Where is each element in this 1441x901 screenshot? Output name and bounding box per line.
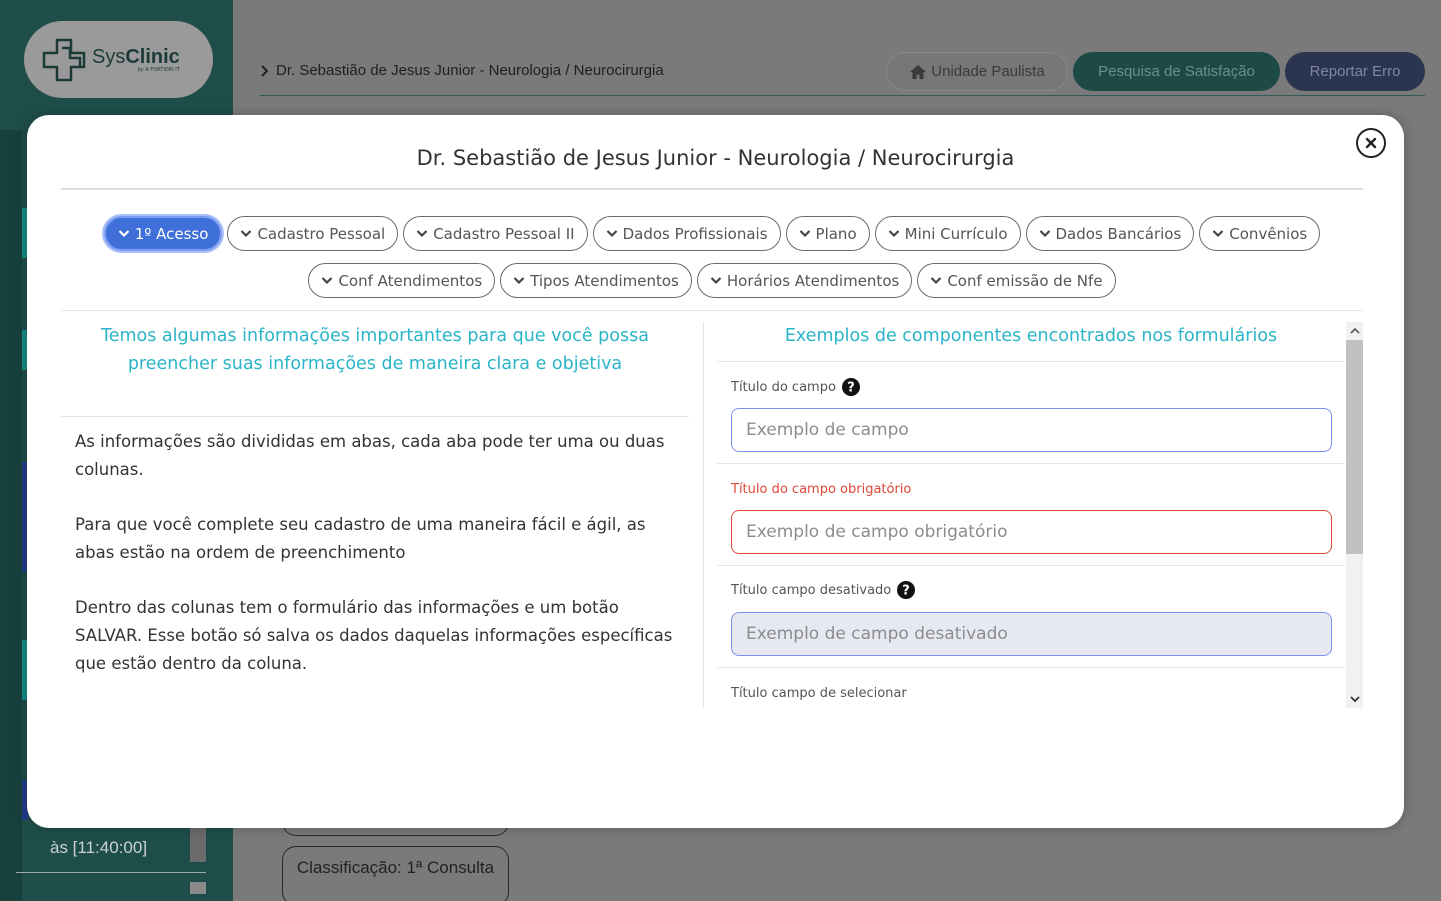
- unit-button[interactable]: [886, 52, 1068, 91]
- tab-label: Cadastro Pessoal: [257, 224, 386, 243]
- tab-mini-cv[interactable]: [875, 216, 1021, 251]
- tab-nfe-config[interactable]: [917, 263, 1115, 298]
- classification-card: Classificação: 1ª Consulta: [282, 846, 509, 901]
- instruction-paragraph: Para que você complete seu cadastro de uma maneira fácil e ágil, as abas estão na ordem de preenchimento: [75, 515, 646, 562]
- field-label-text: Título campo desativado: [731, 582, 892, 598]
- tab-service-config[interactable]: [308, 263, 495, 298]
- instructions-text: [75, 428, 680, 705]
- field-label: [731, 378, 860, 396]
- tabs-row-1: [61, 216, 1363, 251]
- breadcrumb: [260, 62, 664, 79]
- example-field-input[interactable]: [731, 408, 1332, 452]
- right-divider: [717, 463, 1345, 464]
- chevron-right-icon: [260, 65, 270, 77]
- tab-insurance[interactable]: [1199, 216, 1320, 251]
- select-field-label: [731, 686, 907, 701]
- tabs-row-2: [61, 263, 1363, 298]
- instruction-paragraph: Dentro das colunas tem o formulário das informações e um botão SALVAR. Esse botão só salva os dados daquelas informações específicas que estão dentro da coluna.: [75, 598, 673, 673]
- chevron-down-icon: [606, 229, 618, 238]
- column-divider: [703, 322, 704, 708]
- right-divider: [717, 565, 1345, 566]
- survey-button[interactable]: Pesquisa de Satisfação: [1073, 52, 1280, 91]
- tab-label: Convênios: [1229, 224, 1308, 243]
- required-field-input[interactable]: [731, 510, 1332, 554]
- field-label-text: Título campo de selecionar: [731, 686, 907, 701]
- scrollbar-thumb[interactable]: [1346, 340, 1363, 554]
- chevron-down-icon: [118, 229, 130, 238]
- tab-first-access[interactable]: [104, 216, 223, 251]
- sidebar-divider: [16, 872, 206, 873]
- left-divider: [61, 416, 689, 417]
- tab-personal-data-2[interactable]: [403, 216, 587, 251]
- chevron-down-icon: [1039, 229, 1051, 238]
- tab-label: Dados Bancários: [1055, 224, 1182, 243]
- left-heading: Temos algumas informações importantes para que você possa preencher suas informações de maneira clara e objetiva: [101, 326, 649, 374]
- tabs-divider: [61, 310, 1363, 311]
- sidebar-chat-icon[interactable]: [190, 882, 206, 894]
- chevron-down-icon: [513, 276, 525, 285]
- tab-label: Plano: [815, 224, 857, 243]
- svg-text:?: ?: [902, 583, 911, 599]
- logo-cross-icon: [40, 36, 88, 84]
- right-divider: [717, 667, 1345, 668]
- chevron-down-icon: [930, 276, 942, 285]
- scroll-down-icon[interactable]: [1346, 691, 1363, 708]
- sidebar-time: às [11:40:00]: [50, 838, 148, 857]
- right-heading: Exemplos de componentes encontrados nos formulários: [784, 326, 1278, 346]
- logo-subtitle: by A FORTIORI IT: [137, 67, 180, 73]
- report-error-button[interactable]: Reportar Erro: [1285, 52, 1425, 91]
- help-icon[interactable]: [897, 581, 915, 599]
- logo-brand: SysClinic: [92, 46, 180, 68]
- field-label-text: Título do campo obrigatório: [731, 482, 912, 497]
- tab-label: Mini Currículo: [904, 224, 1008, 243]
- tab-label: Conf emissão de Nfe: [947, 271, 1103, 290]
- chevron-down-icon: [799, 229, 811, 238]
- tab-label: Cadastro Pessoal II: [433, 224, 575, 243]
- tab-personal-data[interactable]: [227, 216, 398, 251]
- tab-label: Tipos Atendimentos: [530, 271, 679, 290]
- disabled-field-input: [731, 612, 1332, 656]
- chevron-down-icon: [416, 229, 428, 238]
- chevron-down-icon: [710, 276, 722, 285]
- chevron-down-icon: [1212, 229, 1224, 238]
- scroll-up-icon[interactable]: [1346, 322, 1363, 339]
- modal-title: Dr. Sebastião de Jesus Junior - Neurologia / Neurocirurgia: [416, 146, 1015, 170]
- right-divider: [717, 361, 1345, 362]
- field-label-text: Título do campo: [731, 379, 836, 395]
- chevron-down-icon: [888, 229, 900, 238]
- tab-label: Dados Profissionais: [622, 224, 768, 243]
- header-divider: [260, 95, 1425, 96]
- home-icon: [909, 64, 927, 80]
- app-logo[interactable]: [24, 21, 213, 98]
- instruction-paragraph: As informações são divididas em abas, cada aba pode ter uma ou duas colunas.: [75, 432, 665, 479]
- tab-bank-data[interactable]: [1026, 216, 1195, 251]
- help-icon[interactable]: [842, 378, 860, 396]
- unit-label: Unidade Paulista: [931, 63, 1045, 80]
- breadcrumb-text: Dr. Sebastião de Jesus Junior - Neurologia / Neurocirurgia: [276, 62, 664, 79]
- tab-service-types[interactable]: [500, 263, 692, 298]
- required-field-label: [731, 482, 911, 497]
- title-divider: [61, 188, 1363, 190]
- sidebar-scrollbar[interactable]: [190, 828, 206, 862]
- chevron-down-icon: [321, 276, 333, 285]
- tab-label: 1º Acesso: [134, 224, 209, 243]
- chevron-down-icon: [240, 229, 252, 238]
- disabled-field-label: [731, 581, 915, 599]
- tab-label: Conf Atendimentos: [338, 271, 483, 290]
- tab-service-hours[interactable]: [697, 263, 912, 298]
- tab-professional-data[interactable]: [593, 216, 781, 251]
- tab-label: Horários Atendimentos: [726, 271, 900, 290]
- tab-plan[interactable]: [786, 216, 870, 251]
- svg-text:?: ?: [847, 380, 855, 396]
- sidebar-panel: [0, 130, 22, 901]
